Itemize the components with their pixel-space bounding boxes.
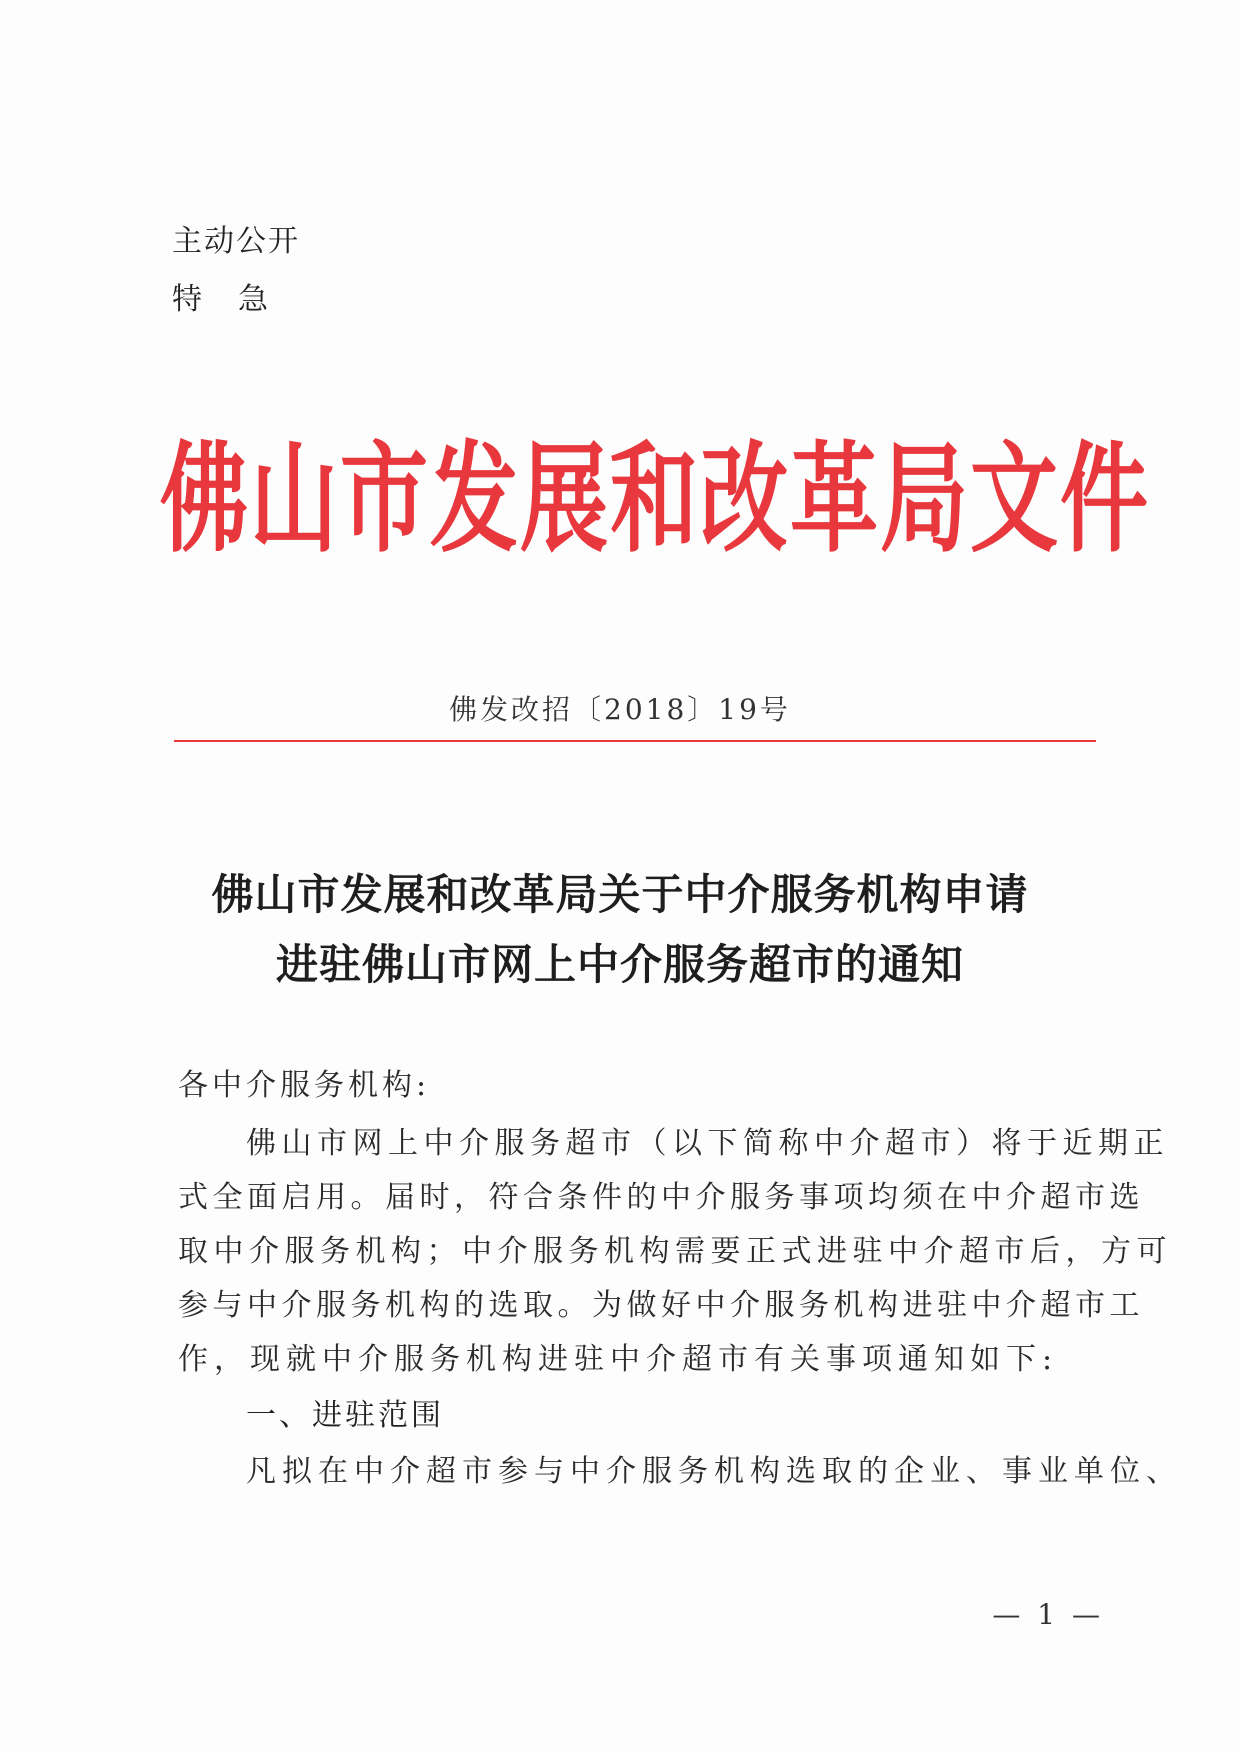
issuer-red-header: 佛山市发展和改革局文件 (160, 427, 1151, 569)
body-line: 佛山市网上中介服务超市（以下简称中介超市）将于近期正 (246, 1126, 1169, 1161)
body-line: 取中介服务机构；中介服务机构需要正式进驻中介超市后，方可 (178, 1234, 1172, 1269)
body-line: 式全面启用。届时，符合条件的中介服务事项均须在中介超市选 (178, 1180, 1144, 1215)
page-number: — 1 — (992, 1598, 1104, 1631)
salutation: 各中介服务机构: (178, 1068, 431, 1103)
disclosure-marking: 主动公开 (172, 224, 300, 259)
urgency-marking: 特急 (172, 282, 304, 317)
red-separator-line (174, 740, 1096, 742)
document-title-line-2: 进驻佛山市网上中介服务超市的通知 (275, 940, 964, 989)
body-line: 凡拟在中介超市参与中介服务机构选取的企业、事业单位、 (246, 1454, 1182, 1489)
body-line: 参与中介服务机构的选取。为做好中介服务机构进驻中介超市工 (178, 1288, 1144, 1323)
body-line: 作，现就中介服务机构进驻中介超市有关事项通知如下: (178, 1342, 1059, 1377)
document-title-line-1: 佛山市发展和改革局关于中介服务机构申请 (211, 870, 1029, 919)
document-number: 佛发改招〔2018〕19号 (449, 693, 791, 726)
section-heading: 一、进驻范围 (246, 1398, 444, 1433)
